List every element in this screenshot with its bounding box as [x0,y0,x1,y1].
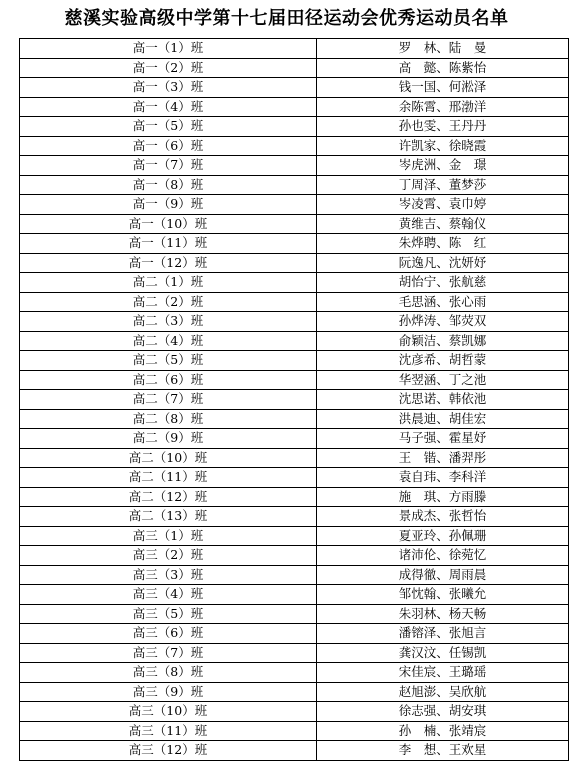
table-row [20,468,569,488]
athlete-names-cell: 袁自玮、李科洋 [317,468,569,488]
table-row [20,58,569,78]
class-cell: 高二（5）班 [20,351,317,371]
table-row [20,741,569,761]
class-cell: 高一（1）班 [20,39,317,59]
athlete-names-cell: 施 琪、方雨滕 [317,487,569,507]
table-row [20,526,569,546]
athlete-names-cell: 洪晨迪、胡佳宏 [317,409,569,429]
class-cell: 高二（7）班 [20,390,317,410]
table-row [20,370,569,390]
class-cell: 高一（6）班 [20,136,317,156]
table-row [20,585,569,605]
table-row [20,702,569,722]
table-row [20,39,569,59]
class-cell: 高三（1）班 [20,526,317,546]
class-cell: 高二（10）班 [20,448,317,468]
athlete-names-cell: 沈彦希、胡哲蒙 [317,351,569,371]
class-cell: 高一（8）班 [20,175,317,195]
class-cell: 高一（4）班 [20,97,317,117]
class-cell: 高三（3）班 [20,565,317,585]
table-row [20,448,569,468]
athlete-names-cell: 朱烨聘、陈 红 [317,234,569,254]
athlete-names-cell: 邹忱翰、张曦允 [317,585,569,605]
athlete-names-cell: 岑凌霄、袁巾婷 [317,195,569,215]
class-cell: 高三（12）班 [20,741,317,761]
table-row [20,624,569,644]
athlete-names-cell: 华翌涵、丁之池 [317,370,569,390]
page-title: 慈溪实验高级中学第十七届田径运动会优秀运动员名单 [64,8,509,29]
table-row [20,117,569,137]
table-row [20,331,569,351]
athlete-names-cell: 诸沛伦、徐菀忆 [317,546,569,566]
athlete-names-cell: 龚汉汶、任锡凯 [317,643,569,663]
table-row [20,195,569,215]
class-cell: 高一（10）班 [20,214,317,234]
athlete-names-cell: 马子强、霍星妤 [317,429,569,449]
class-cell: 高二（13）班 [20,507,317,527]
athlete-names-cell: 阮逸凡、沈妍妤 [317,253,569,273]
table-row [20,682,569,702]
athlete-names-cell: 余陈霄、邢渤洋 [317,97,569,117]
athlete-names-cell: 许凯家、徐晓霞 [317,136,569,156]
table-row [20,214,569,234]
table-row [20,487,569,507]
athlete-names-cell: 成得徹、周雨晨 [317,565,569,585]
class-cell: 高三（8）班 [20,663,317,683]
athlete-names-cell: 孙也雯、王丹丹 [317,117,569,137]
table-row [20,78,569,98]
class-cell: 高一（9）班 [20,195,317,215]
table-row [20,136,569,156]
class-cell: 高三（10）班 [20,702,317,722]
class-cell: 高一（12）班 [20,253,317,273]
class-cell: 高二（2）班 [20,292,317,312]
table-row [20,721,569,741]
athlete-names-cell: 丁周泽、董梦莎 [317,175,569,195]
table-row [20,292,569,312]
table-row [20,546,569,566]
athlete-names-cell: 钱一国、何淞泽 [317,78,569,98]
class-cell: 高二（9）班 [20,429,317,449]
class-cell: 高二（1）班 [20,273,317,293]
class-cell: 高二（8）班 [20,409,317,429]
athlete-names-cell: 俞颖洁、蔡凯娜 [317,331,569,351]
athlete-names-cell: 黄维吉、蔡翰仪 [317,214,569,234]
class-cell: 高二（6）班 [20,370,317,390]
table-row [20,409,569,429]
class-cell: 高三（5）班 [20,604,317,624]
table-row [20,273,569,293]
athlete-names-cell: 孙 楠、张靖宸 [317,721,569,741]
athlete-names-cell: 朱羽林、杨天畅 [317,604,569,624]
class-cell: 高一（3）班 [20,78,317,98]
athlete-names-cell: 毛思涵、张心雨 [317,292,569,312]
table-row [20,351,569,371]
athlete-names-cell: 景成杰、张哲怡 [317,507,569,527]
table-row [20,565,569,585]
class-cell: 高三（7）班 [20,643,317,663]
table-row [20,253,569,273]
athlete-names-cell: 胡怡宁、张航慈 [317,273,569,293]
roster-body [20,39,569,761]
table-row [20,156,569,176]
class-cell: 高一（2）班 [20,58,317,78]
table-row [20,429,569,449]
athlete-names-cell: 岑虎洲、金 璟 [317,156,569,176]
class-cell: 高二（4）班 [20,331,317,351]
table-row [20,507,569,527]
athlete-names-cell: 孙烨涛、邹荧双 [317,312,569,332]
athlete-names-cell: 王 锴、潘羿彤 [317,448,569,468]
table-row [20,663,569,683]
athlete-names-cell: 潘镕泽、张旭言 [317,624,569,644]
class-cell: 高二（12）班 [20,487,317,507]
table-row [20,97,569,117]
class-cell: 高三（2）班 [20,546,317,566]
athlete-names-cell: 罗 林、陆 曼 [317,39,569,59]
table-row [20,604,569,624]
athlete-names-cell: 宋佳宸、王璐瑶 [317,663,569,683]
class-cell: 高一（11）班 [20,234,317,254]
athlete-names-cell: 高 懿、陈紫怡 [317,58,569,78]
class-cell: 高一（5）班 [20,117,317,137]
class-cell: 高一（7）班 [20,156,317,176]
athlete-names-cell: 徐志强、胡安琪 [317,702,569,722]
class-cell: 高三（9）班 [20,682,317,702]
class-cell: 高三（4）班 [20,585,317,605]
class-cell: 高三（6）班 [20,624,317,644]
athlete-names-cell: 夏亚玲、孙佩珊 [317,526,569,546]
athlete-roster-table [19,38,569,761]
class-cell: 高二（3）班 [20,312,317,332]
table-row [20,175,569,195]
table-row [20,390,569,410]
class-cell: 高二（11）班 [20,468,317,488]
athlete-names-cell: 李 想、王欢星 [317,741,569,761]
class-cell: 高三（11）班 [20,721,317,741]
table-row [20,643,569,663]
table-row [20,234,569,254]
athlete-names-cell: 沈思诺、韩依池 [317,390,569,410]
table-row [20,312,569,332]
athlete-names-cell: 赵旭澎、吴欣航 [317,682,569,702]
